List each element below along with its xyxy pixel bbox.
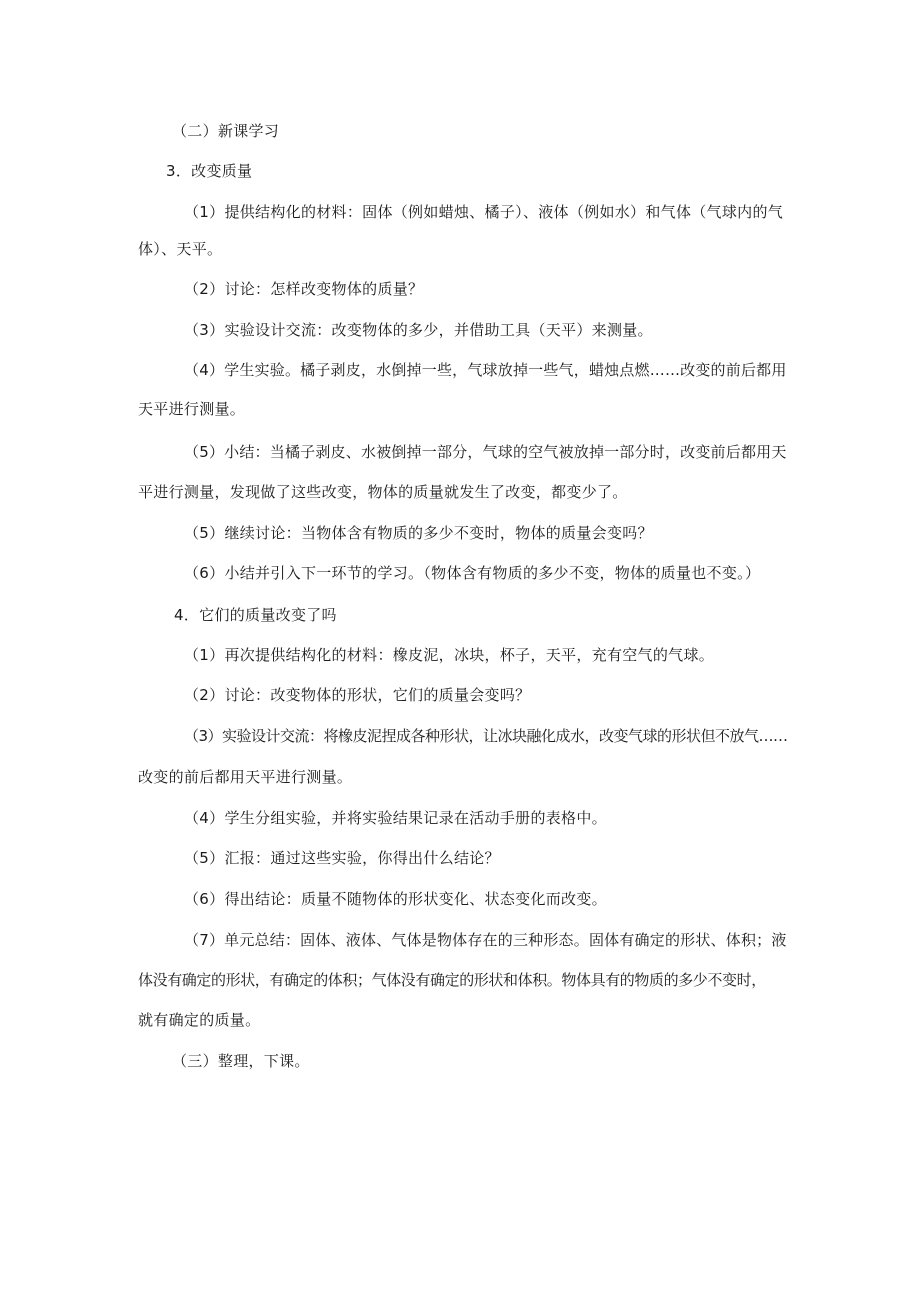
subsection-heading-change-mass: 3．改变质量 — [166, 162, 253, 180]
paragraph-line: （5）小结：当橘子剥皮、水被倒掉一部分，气球的空气被放掉一部分时，改变前后都用天 — [184, 443, 787, 461]
paragraph-line: 平进行测量，发现做了这些改变，物体的质量就发生了改变，都变少了。 — [138, 483, 628, 501]
paragraph-line: 改变的前后都用天平进行测量。 — [138, 768, 353, 786]
paragraph-line: （4）学生实验。橘子剥皮，水倒掉一些，气球放掉一些气，蜡烛点燃……改变的前后都用 — [184, 361, 787, 379]
paragraph-line: （3）实验设计交流：改变物体的多少，并借助工具（天平）来测量。 — [184, 321, 653, 339]
paragraph-line: （5）汇报：通过这些实验，你得出什么结论？ — [184, 849, 500, 867]
paragraph-line: 体没有确定的形状，有确定的体积；气体没有确定的形状和体积。物体具有的物质的多少不变时， — [138, 971, 766, 989]
paragraph-line: （6）小结并引入下一环节的学习。（物体含有物质的多少不变，物体的质量也不变。） — [184, 564, 761, 582]
paragraph-line: 天平进行测量。 — [138, 400, 246, 418]
section-heading-new-lesson: （二）新课学习 — [172, 122, 280, 140]
paragraph-line: （2）讨论：怎样改变物体的质量？ — [184, 280, 424, 298]
paragraph-line: （5）继续讨论：当物体含有物质的多少不变时，物体的质量会变吗？ — [184, 524, 653, 542]
paragraph-line: （3）实验设计交流：将橡皮泥捏成各种形状，让冰块融化成水，改变气球的形状但不放气…… — [184, 727, 788, 745]
paragraph-line: （1）提供结构化的材料：固体（例如蜡烛、橘子）、液体（例如水）和气体（气球内的气 — [184, 203, 784, 221]
section-heading-wrap-up: （三）整理，下课。 — [172, 1052, 310, 1070]
paragraph-line: （1）再次提供结构化的材料：橡皮泥，冰块，杯子，天平，充有空气的气球。 — [184, 646, 715, 664]
paragraph-line: 体）、天平。 — [138, 240, 223, 258]
paragraph-line: （7）单元总结：固体、液体、气体是物体存在的三种形态。固体有确定的形状、体积；液 — [184, 931, 787, 949]
paragraph-line: （2）讨论：改变物体的形状，它们的质量会变吗？ — [184, 686, 531, 704]
paragraph-line: 就有确定的质量。 — [138, 1011, 261, 1029]
paragraph-line: （6）得出结论：质量不随物体的形状变化、状态变化而改变。 — [184, 890, 607, 908]
subsection-heading-mass-changed: 4．它们的质量改变了吗 — [174, 606, 337, 624]
paragraph-line: （4）学生分组实验，并将实验结果记录在活动手册的表格中。 — [184, 809, 607, 827]
